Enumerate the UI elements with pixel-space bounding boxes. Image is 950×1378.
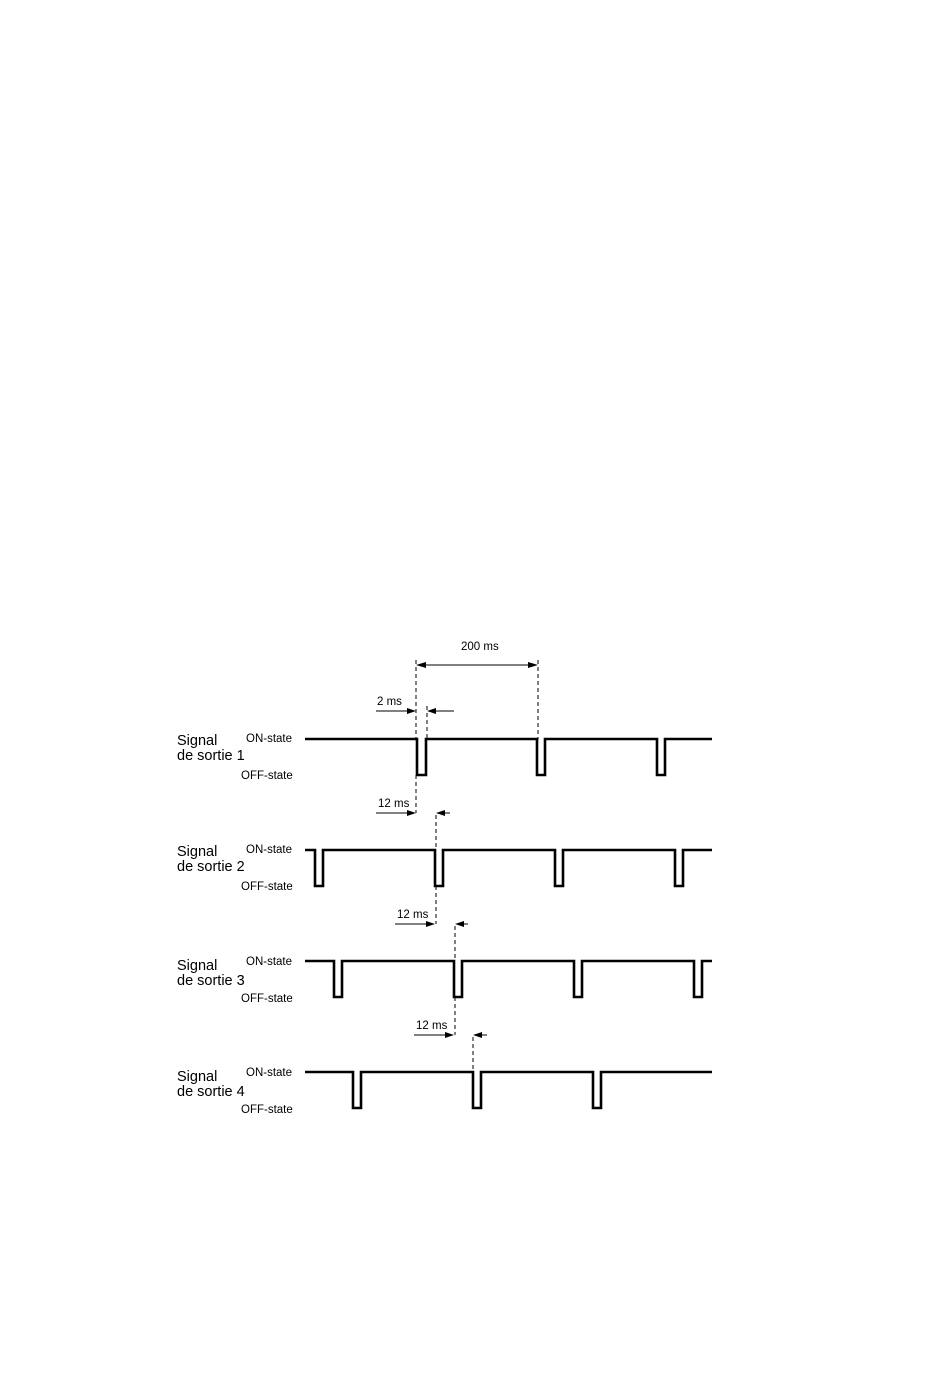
signal-4-off-label: OFF-state (241, 1104, 293, 1116)
signal-2-on-label: ON-state (246, 844, 293, 856)
signal-1-name-line2: de sortie 1 (177, 748, 245, 764)
signal-4 (177, 1067, 712, 1116)
signal-4-waveform (305, 1072, 712, 1108)
signal-2-name-line1: Signal (177, 844, 218, 860)
signal-3-waveform (305, 961, 712, 997)
signal-2-name-line2: de sortie 2 (177, 859, 245, 875)
signal-3-name-line2: de sortie 3 (177, 973, 245, 989)
offset-label-2: 12 ms (397, 909, 429, 921)
offset-label-3: 12 ms (416, 1020, 448, 1032)
signal-2 (177, 844, 712, 893)
signal-2-off-label: OFF-state (241, 881, 293, 893)
signal-2-waveform (305, 850, 712, 886)
signal-1-on-label: ON-state (246, 733, 293, 745)
signal-1-off-label: OFF-state (241, 770, 293, 782)
signal-1-waveform (305, 739, 712, 775)
pulse-width-label: 2 ms (377, 696, 402, 708)
signal-4-on-label: ON-state (246, 1067, 293, 1079)
signal-4-name-line2: de sortie 4 (177, 1084, 245, 1100)
signal-3-name-line1: Signal (177, 958, 218, 974)
signal-3-on-label: ON-state (246, 956, 293, 968)
signal-4-name-line1: Signal (177, 1069, 218, 1085)
signal-3-off-label: OFF-state (241, 993, 293, 1005)
signal-3 (177, 956, 712, 1005)
signal-1 (177, 733, 712, 782)
period-label: 200 ms (461, 641, 499, 653)
signal-1-name-line1: Signal (177, 733, 218, 749)
offset-label-1: 12 ms (378, 798, 410, 810)
